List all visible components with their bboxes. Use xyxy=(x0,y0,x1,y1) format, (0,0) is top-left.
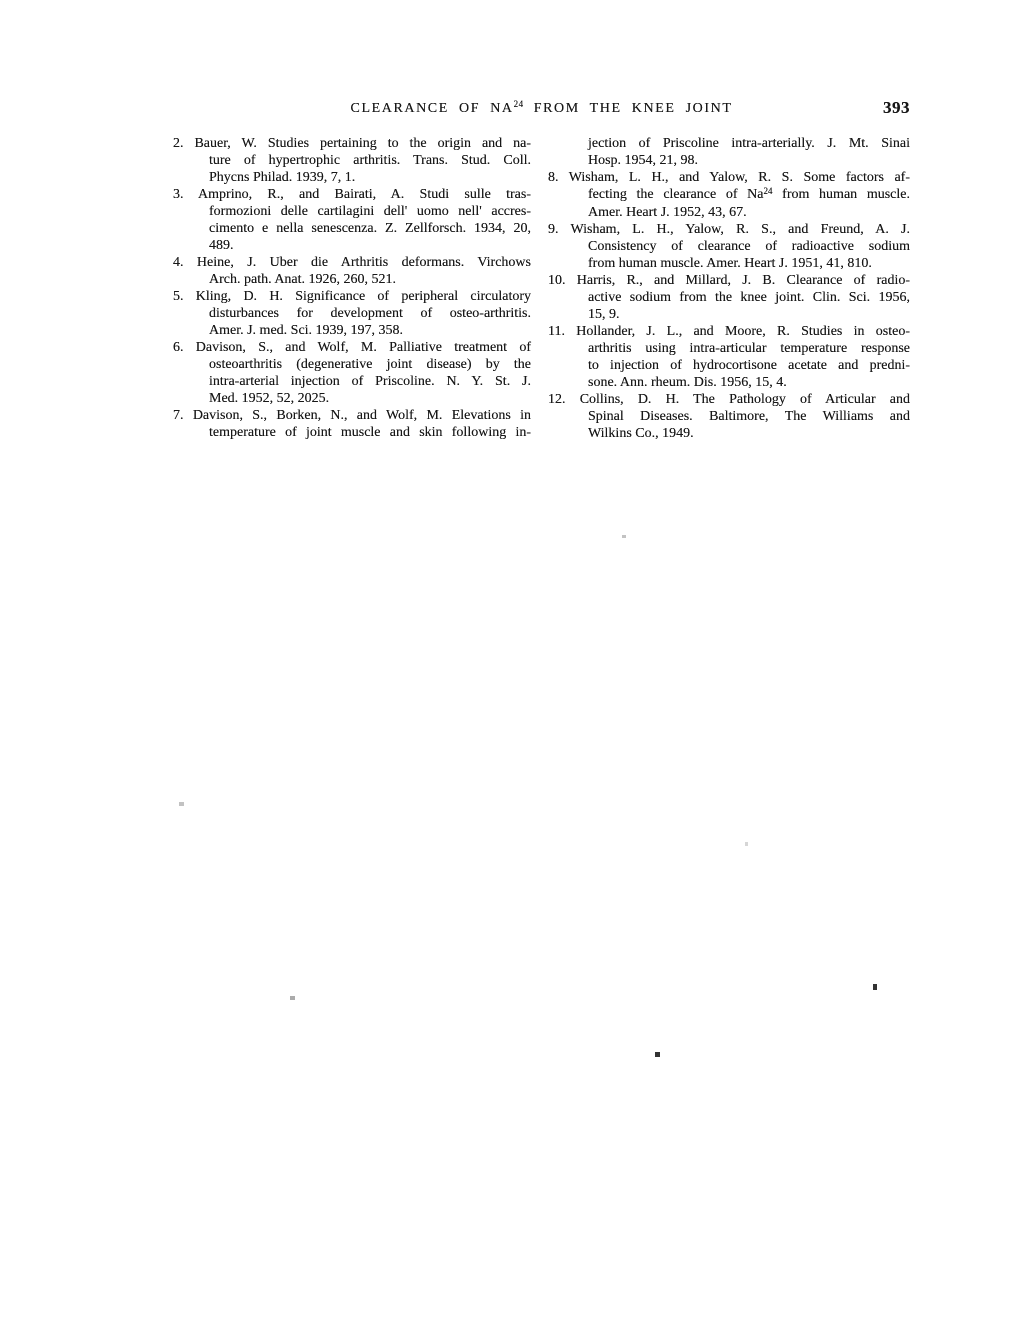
ref-line: temperature of joint muscle and skin following in- xyxy=(209,425,531,440)
ref-text: Kling, D. H. Significance of peripheral circulatory xyxy=(195,289,532,304)
ref-text: fecting the clearance of Na xyxy=(588,187,764,202)
reference-column-left xyxy=(173,135,531,442)
ref-number: 8. xyxy=(548,170,559,185)
ref-line: active sodium from the knee joint. Clin. Sci. 1956, xyxy=(588,290,910,305)
scan-speck xyxy=(873,984,877,990)
ref-line: Consistency of clearance of radioactive sodium xyxy=(588,239,910,254)
ref-line: to injection of hydrocortisone acetate and predni- xyxy=(588,358,910,373)
scan-speck xyxy=(655,1052,660,1057)
reference-item-9 xyxy=(548,221,910,272)
ref-line: Wilkins Co., 1949. xyxy=(588,426,694,441)
ref-text: Heine, J. Uber die Arthritis deformans. Virchows xyxy=(196,255,531,270)
scan-speck xyxy=(745,842,748,846)
reference-item-10 xyxy=(548,272,910,323)
reference-item-8 xyxy=(548,169,910,221)
reference-item-4 xyxy=(173,254,531,288)
ref-first-line xyxy=(548,391,910,408)
ref-line: jection of Priscoline intra-arterially. J. Mt. Sinai xyxy=(588,136,910,151)
scan-speck xyxy=(179,802,184,806)
ref-number: 5. xyxy=(173,289,184,304)
ref-first-line xyxy=(548,221,910,238)
ref-first-line xyxy=(548,169,910,186)
ref-first-line xyxy=(173,339,531,356)
reference-item-6 xyxy=(173,339,531,407)
running-head-title-post: FROM THE KNEE JOINT xyxy=(523,101,733,116)
ref-line: Amer. Heart J. 1952, 43, 67. xyxy=(588,205,747,220)
scan-speck xyxy=(622,535,626,538)
ref-line: Arch. path. Anat. 1926, 260, 521. xyxy=(209,272,397,287)
ref-text: Davison, S., and Wolf, M. Palliative treatment of xyxy=(195,340,531,355)
reference-item-2 xyxy=(173,135,531,186)
page-number: 393 xyxy=(883,98,910,117)
ref-line: Med. 1952, 52, 2025. xyxy=(209,391,330,406)
ref-line xyxy=(548,186,910,204)
ref-text: Wisham, L. H., Yalow, R. S., and Freund, A. J. xyxy=(570,222,910,237)
ref-line: cimento e nella senescenza. Z. Zellforsch. 1934, 20, xyxy=(209,221,531,236)
ref-number: 10. xyxy=(548,273,566,288)
ref-line: from human muscle. Amer. Heart J. 1951, 41, 810. xyxy=(588,256,872,271)
ref-text: Bauer, W. Studies pertaining to the origin and na- xyxy=(194,136,531,151)
ref-number: 9. xyxy=(548,222,559,237)
reference-item-11 xyxy=(548,323,910,391)
ref-text: Wisham, L. H., and Yalow, R. S. Some factors af- xyxy=(568,170,910,185)
running-head-title xyxy=(173,101,910,117)
ref-first-line xyxy=(173,254,531,271)
ref-text: Harris, R., and Millard, J. B. Clearance of radio- xyxy=(576,273,911,288)
ref-line: Amer. J. med. Sci. 1939, 197, 358. xyxy=(209,323,404,338)
ref-number: 7. xyxy=(173,408,184,423)
ref-line: sone. Ann. rheum. Dis. 1956, 15, 4. xyxy=(588,375,787,390)
reference-column-right xyxy=(548,135,910,442)
ref-text: Amprino, R., and Bairati, A. Studi sulle tras- xyxy=(198,187,532,202)
ref-line: Spinal Diseases. Baltimore, The Williams and xyxy=(588,409,910,424)
running-head-superscript: 24 xyxy=(513,99,524,109)
reference-item-5 xyxy=(173,288,531,339)
ref-first-line xyxy=(173,186,531,203)
reference-item-7-continuation xyxy=(548,135,910,169)
scan-speck xyxy=(290,996,295,1000)
ref-line: Hosp. 1954, 21, 98. xyxy=(588,153,699,168)
ref-line: intra-arterial injection of Priscoline. N. Y. St. J. xyxy=(209,374,531,389)
reference-item-12 xyxy=(548,391,910,442)
ref-first-line xyxy=(173,288,531,305)
ref-line: ture of hypertrophic arthritis. Trans. Stud. Coll. xyxy=(209,153,531,168)
ref-number: 2. xyxy=(173,136,184,151)
ref-line: Phycns Philad. 1939, 7, 1. xyxy=(209,170,356,185)
ref-text: Hollander, J. L., and Moore, R. Studies in osteo- xyxy=(576,324,910,339)
ref-line: 489. xyxy=(209,238,234,253)
ref-first-line xyxy=(548,323,910,340)
ref-line: arthritis using intra-articular temperature response xyxy=(588,341,910,356)
running-head xyxy=(173,98,910,121)
ref-number: 12. xyxy=(548,392,566,407)
ref-line: 15, 9. xyxy=(588,307,620,322)
reference-columns xyxy=(173,135,910,442)
ref-first-line xyxy=(548,272,910,289)
ref-text: Davison, S., Borken, N., and Wolf, M. Elevations in xyxy=(192,408,532,423)
ref-line: formozioni delle cartilagini dell' uomo nell' accres- xyxy=(209,204,531,219)
ref-text: from human muscle. xyxy=(772,187,910,202)
ref-number: 3. xyxy=(173,187,184,202)
ref-text: Collins, D. H. The Pathology of Articular and xyxy=(579,392,911,407)
running-head-title-pre: CLEARANCE OF NA xyxy=(350,101,514,116)
ref-first-line xyxy=(173,407,531,424)
ref-number: 4. xyxy=(173,255,184,270)
ref-line: disturbances for development of osteo-arthritis. xyxy=(209,306,531,321)
ref-number: 11. xyxy=(548,324,565,339)
ref-number: 6. xyxy=(173,340,184,355)
reference-item-7 xyxy=(173,407,531,441)
reference-item-3 xyxy=(173,186,531,254)
ref-line: osteoarthritis (degenerative joint disease) by the xyxy=(209,357,531,372)
ref-first-line xyxy=(173,135,531,152)
isotope-superscript: 24 xyxy=(763,186,773,196)
